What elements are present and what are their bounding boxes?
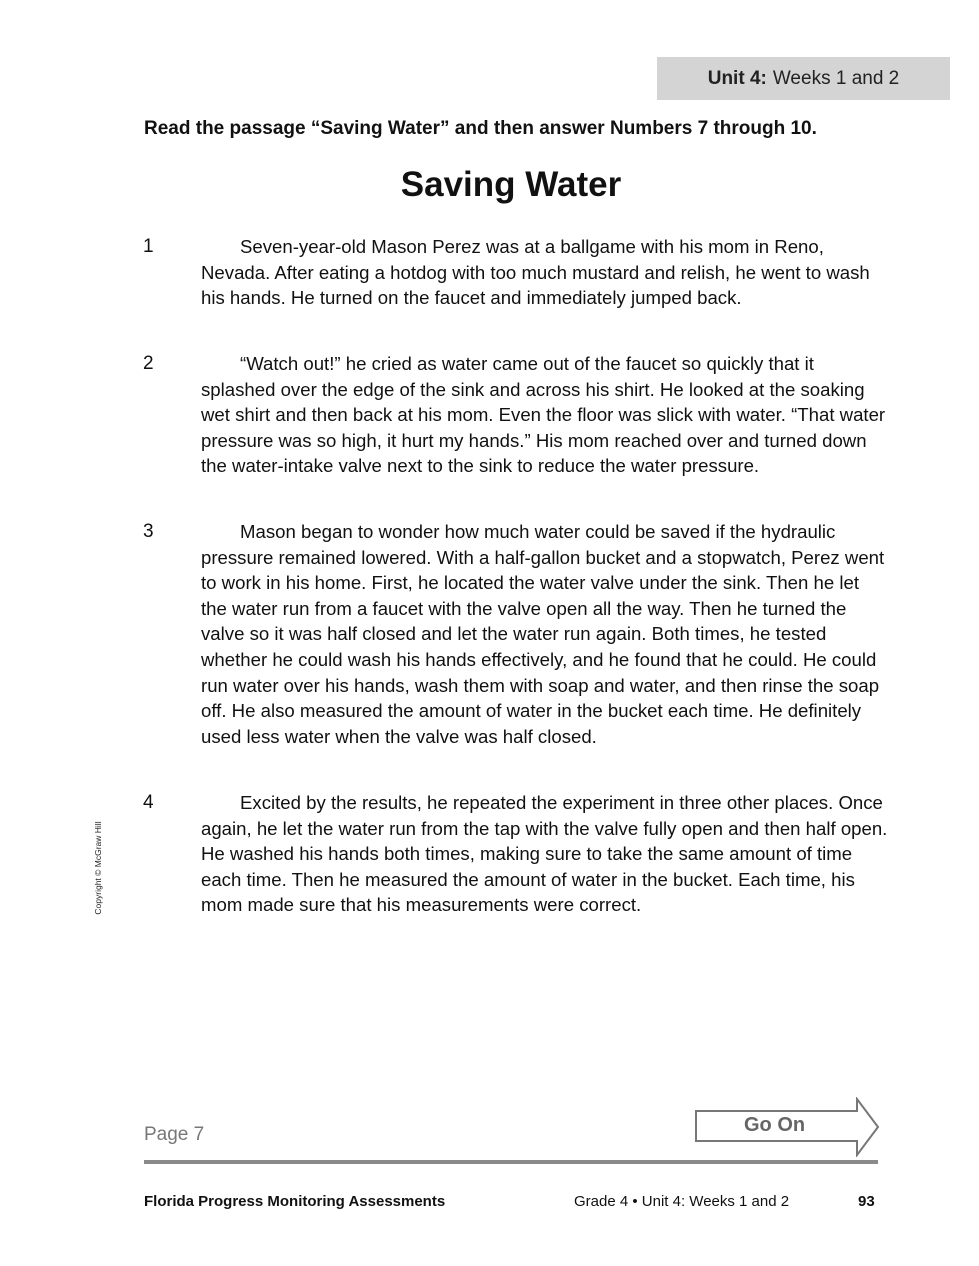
footer-page-number: 93 [858,1193,875,1210]
footer-divider [144,1160,878,1164]
copyright-notice: Copyright © McGraw Hill [93,821,103,915]
paragraph-number: 4 [143,792,154,813]
unit-weeks: Weeks 1 and 2 [772,67,900,89]
footer-grade-unit: Grade 4 • Unit 4: Weeks 1 and 2 [574,1193,790,1210]
paragraph-text: Seven-year-old Mason Perez was at a ballgame with his mom in Reno, Nevada. After eating a hotdog with too much mustard and relish, he went to wash his hands. He turned on the faucet and immediately jumped back. [201,236,870,309]
unit-tab [657,57,950,100]
page-label: Page 7 [144,1124,205,1145]
paragraph-text: Excited by the results, he repeated the experiment in three other places. Once again, he let the water run from the tap with the valve fully open and then half open. He washed his hands both times, making sure to take the same amount of time each time. Then he measured the amount of water in the bucket. Each time, his mom made sure that his measurements were correct. [201,792,888,916]
paragraph-number: 3 [143,521,154,542]
paragraph-number: 2 [143,353,154,374]
paragraph-number: 1 [143,236,154,257]
paragraph-text: Mason began to wonder how much water could be saved if the hydraulic pressure remained lowered. With a half-gallon bucket and a stopwatch, Perez went to work in his home. First, he located the water valve under the sink. Then he let the water run from a faucet with the valve open all the way. Then he turned the valve so it was half closed and let the water run again. Both times, he tested whether he could wash his hands effectively, and he found that he could. He could run water over his hands, wash them with soap and water, and then rinse the soap off. He also measured the amount of water in the bucket each time. He definitely used less water when the valve was half closed. [201,521,885,747]
go-on-button-label[interactable]: Go On [744,1114,806,1136]
instructions: Read the passage “Saving Water” and then answer Numbers 7 through 10. [144,118,817,139]
footer-assessment-title: Florida Progress Monitoring Assessments [144,1193,446,1210]
unit-label: Unit 4: [707,67,767,89]
paragraph-text: “Watch out!” he cried as water came out of the faucet so quickly that it splashed over the edge of the sink and across his shirt. He looked at the soaking wet shirt and then back at his mom. Even the floor was slick with water. “That water pressure was so high, it hurt my hands.” His mom reached over and turned down the water-intake valve next to the sink to reduce the water pressure. [201,353,886,477]
passage-title: Saving Water [400,165,622,204]
